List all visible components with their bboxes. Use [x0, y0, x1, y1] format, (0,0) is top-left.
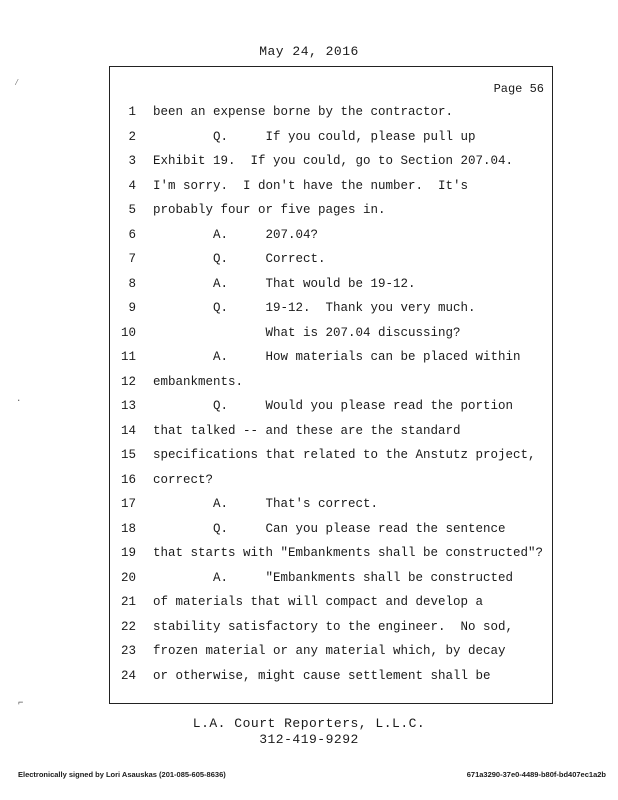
- transcript-line: [110, 473, 550, 493]
- court-reporter-phone: 312-419-9292: [259, 732, 359, 747]
- line-number: 6: [128, 227, 136, 242]
- transcript-line: [110, 105, 550, 125]
- line-text: A. That would be 19-12.: [153, 276, 416, 291]
- line-number: 3: [128, 154, 136, 168]
- transcript-line: [110, 375, 550, 395]
- line-text: probably four or five pages in.: [153, 203, 386, 217]
- electronic-signature: Electronically signed by Lori Asauskas (201-085-605-8636): [18, 770, 226, 779]
- line-text: specifications that related to the Anstutz project,: [153, 448, 536, 462]
- transcript-line: [110, 497, 550, 517]
- transcript-line: [110, 522, 550, 542]
- line-text: of materials that will compact and develop a: [153, 595, 484, 609]
- document-id: 671a3290-37e0-4489-b80f-bd407ec1a2b: [466, 770, 606, 779]
- line-number: 7: [128, 252, 136, 266]
- transcript-line: [110, 399, 550, 419]
- line-number: 22: [120, 619, 136, 634]
- transcript-line: [110, 620, 550, 640]
- transcript-line: [110, 350, 550, 370]
- line-text: stability satisfactory to the engineer. No sod,: [153, 619, 514, 634]
- line-text: correct?: [153, 472, 214, 487]
- margin-mark: ·: [16, 396, 22, 406]
- transcript-line: [110, 595, 550, 615]
- line-text: A. "Embankments shall be constructed: [153, 570, 514, 585]
- transcript-line: [110, 301, 550, 321]
- transcript-date: May 24, 2016: [259, 44, 359, 59]
- line-number: 13: [120, 399, 136, 413]
- margin-mark: ⌐: [18, 698, 24, 708]
- line-number: 4: [128, 178, 136, 193]
- transcript-line: [110, 644, 550, 664]
- line-text: A. That's correct.: [153, 497, 379, 511]
- line-number: 23: [120, 644, 136, 658]
- line-number: 20: [120, 570, 136, 585]
- page-number: Page 56: [493, 82, 544, 96]
- transcript-line: [110, 154, 550, 174]
- line-number: 12: [120, 374, 136, 389]
- transcript-line: [110, 546, 550, 566]
- transcript-line: [110, 277, 550, 297]
- line-text: A. 207.04?: [153, 227, 319, 242]
- line-number: 18: [120, 521, 136, 536]
- line-number: 1: [128, 105, 136, 119]
- transcript-line: [110, 669, 550, 689]
- line-number: 2: [128, 129, 136, 144]
- line-text: that talked -- and these are the standard: [153, 423, 461, 438]
- line-number: 17: [120, 497, 136, 511]
- line-text: frozen material or any material which, by decay: [153, 644, 506, 658]
- line-number: 10: [120, 325, 136, 340]
- transcript-line: [110, 203, 550, 223]
- transcript-line: [110, 326, 550, 346]
- line-text: Q. Would you please read the portion: [153, 399, 514, 413]
- transcript-line: [110, 130, 550, 150]
- line-number: 5: [128, 203, 136, 217]
- line-number: 21: [120, 595, 136, 609]
- transcript-line: [110, 424, 550, 444]
- line-number: 14: [120, 423, 136, 438]
- line-text: Q. Can you please read the sentence: [153, 521, 506, 536]
- line-text: What is 207.04 discussing?: [153, 325, 461, 340]
- line-text: I'm sorry. I don't have the number. It's: [153, 178, 469, 193]
- line-number: 9: [128, 301, 136, 315]
- transcript-line: [110, 252, 550, 272]
- line-number: 8: [128, 276, 136, 291]
- transcript-frame: [109, 66, 553, 704]
- line-text: been an expense borne by the contractor.: [153, 105, 454, 119]
- line-text: Q. 19-12. Thank you very much.: [153, 301, 476, 315]
- line-number: 24: [120, 668, 136, 683]
- line-number: 16: [120, 472, 136, 487]
- line-number: 15: [120, 448, 136, 462]
- line-text: Q. If you could, please pull up: [153, 129, 476, 144]
- transcript-line: [110, 448, 550, 468]
- line-number: 19: [120, 546, 136, 560]
- line-text: that starts with "Embankments shall be constructed"?: [153, 546, 544, 560]
- line-text: embankments.: [153, 374, 244, 389]
- transcript-line: [110, 179, 550, 199]
- transcript-line: [110, 228, 550, 248]
- court-reporter-name: L.A. Court Reporters, L.L.C.: [192, 716, 426, 731]
- line-text: Exhibit 19. If you could, go to Section 207.04.: [153, 154, 514, 168]
- transcript-line: [110, 571, 550, 591]
- line-number: 11: [120, 350, 136, 364]
- margin-mark: ⁄: [14, 78, 20, 88]
- line-text: A. How materials can be placed within: [153, 350, 521, 364]
- line-text: or otherwise, might cause settlement shall be: [153, 668, 491, 683]
- line-text: Q. Correct.: [153, 252, 326, 266]
